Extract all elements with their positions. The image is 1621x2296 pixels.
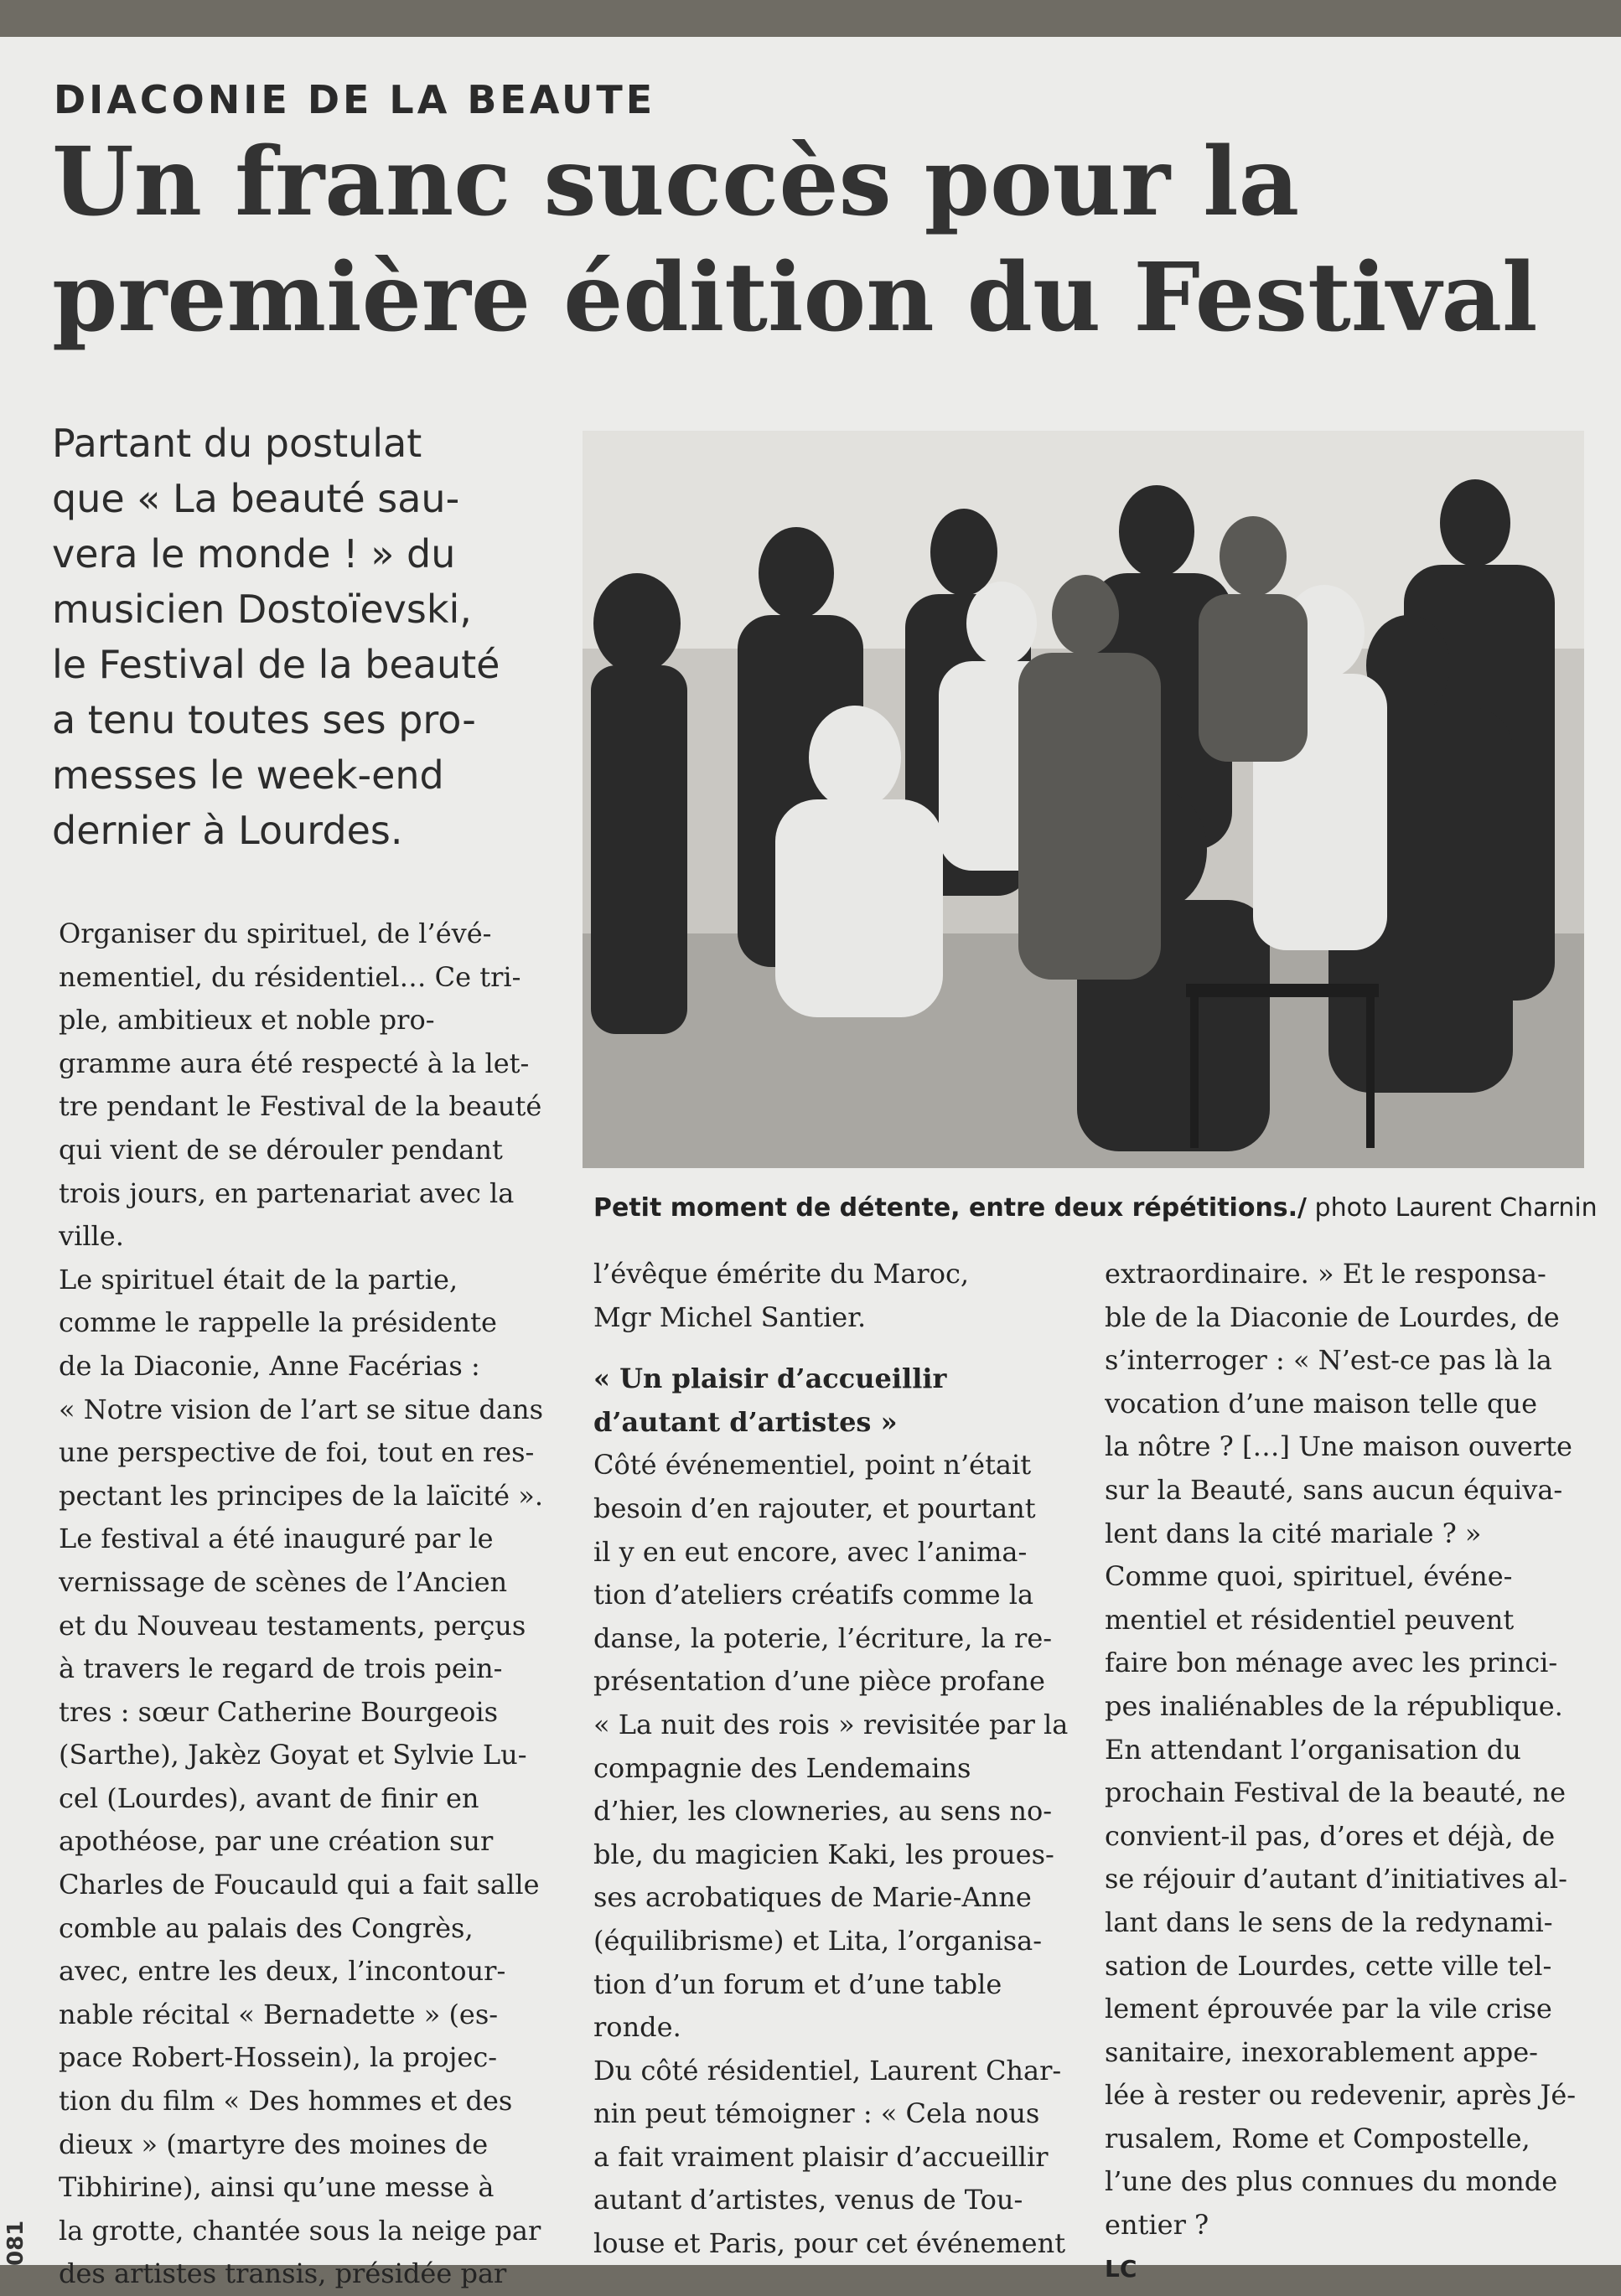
text-line: En attendant l’organisation du xyxy=(1105,1733,1521,1766)
newspaper-page xyxy=(0,37,1621,2290)
text-line: présentation d’une pièce profane xyxy=(593,1665,1045,1698)
headline xyxy=(52,125,1577,356)
text-line: « Notre vision de l’art se situe dans xyxy=(59,1393,544,1425)
text-line: Le festival a été inauguré par le xyxy=(59,1523,494,1555)
text-line: Du côté résidentiel, Laurent Char- xyxy=(593,2054,1062,2087)
text-line: s’interroger : « N’est-ce pas là la xyxy=(1105,1344,1552,1377)
text-line: il y en eut encore, avec l’anima- xyxy=(593,1535,1028,1568)
text-line: Le spirituel était de la partie, xyxy=(59,1263,458,1295)
text-line: nementiel, du résidentiel… Ce tri- xyxy=(59,960,521,993)
text-line: louse et Paris, pour cet événement xyxy=(593,2227,1066,2260)
text-line: Un franc succès pour la xyxy=(52,127,1300,237)
caption-text: Petit moment de détente, entre deux répétitions./ xyxy=(593,1193,1308,1223)
text-line: Tibhirine), ainsi qu’une messe à xyxy=(59,2171,495,2204)
text-line: cel (Lourdes), avant de finir en xyxy=(59,1781,479,1814)
text-line: pectant les principes de la laïcité ». xyxy=(59,1479,543,1512)
text-line: lent dans la cité mariale ? » xyxy=(1105,1517,1482,1549)
text-line: que « La beauté sau- xyxy=(52,476,460,521)
text-line: vera le monde ! » du xyxy=(52,531,456,577)
text-line: Mgr Michel Santier. xyxy=(593,1301,867,1333)
text-line: à travers le regard de trois pein- xyxy=(59,1652,503,1685)
text-line: besoin d’en rajouter, et pourtant xyxy=(593,1492,1036,1524)
lead-paragraph xyxy=(52,416,555,858)
text-line: la grotte, chantée sous la neige par xyxy=(59,2214,541,2247)
group-photo-illustration xyxy=(583,431,1584,1168)
text-line: une perspective de foi, tout en res- xyxy=(59,1436,535,1469)
text-line: le Festival de la beauté xyxy=(52,642,500,687)
text-line: dernier à Lourdes. xyxy=(52,808,403,853)
text-line: comble au palais des Congrès, xyxy=(59,1911,474,1944)
press-photo xyxy=(583,431,1584,1168)
text-line: des artistes transis, présidée par xyxy=(59,2257,507,2290)
column-3-body xyxy=(1105,1253,1591,2247)
text-line: et du Nouveau testaments, perçus xyxy=(59,1609,526,1642)
text-line: « Un plaisir d’accueillir xyxy=(593,1363,947,1395)
photo-caption xyxy=(593,1193,1598,1223)
text-line: ble de la Diaconie de Lourdes, de xyxy=(1105,1301,1560,1333)
text-line: lement éprouvée par la vile crise xyxy=(1105,1993,1552,2025)
article-column-1 xyxy=(59,913,562,2296)
text-line: tion d’un forum et d’une table xyxy=(593,1968,1002,2000)
text-line: a fait vraiment plaisir d’accueillir xyxy=(593,2140,1049,2173)
text-line: entier ? xyxy=(1105,2209,1209,2242)
text-line: d’hier, les clowneries, au sens no- xyxy=(593,1795,1053,1828)
text-line: ses acrobatiques de Marie-Anne xyxy=(593,1881,1032,1914)
text-line: ronde. xyxy=(593,2011,681,2044)
text-line: sanitaire, inexorablement appe- xyxy=(1105,2035,1538,2068)
text-line: a tenu toutes ses pro- xyxy=(52,697,476,742)
text-line: lant dans le sens de la redynami- xyxy=(1105,1906,1553,1938)
text-line: tion d’ateliers créatifs comme la xyxy=(593,1579,1034,1611)
section-rubric: DIACONIE DE LA BEAUTE xyxy=(54,77,656,122)
text-line: pace Robert-Hossein), la projec- xyxy=(59,2041,498,2074)
text-line: (équilibrisme) et Lita, l’organisa- xyxy=(593,1924,1043,1957)
text-line: musicien Dostoïevski, xyxy=(52,587,472,632)
text-line: comme le rappelle la présidente xyxy=(59,1306,497,1339)
text-line: se réjouir d’autant d’initiatives al- xyxy=(1105,1863,1567,1895)
text-line: mentiel et résidentiel peuvent xyxy=(1105,1603,1515,1636)
text-line: tion du film « Des hommes et des xyxy=(59,2085,513,2118)
text-line: ville. xyxy=(59,1220,124,1253)
text-line: nin peut témoigner : « Cela nous xyxy=(593,2097,1040,2130)
text-line: apothéose, par une création sur xyxy=(59,1825,494,1858)
author-signature: LC xyxy=(1105,2254,1137,2283)
column-2-intro xyxy=(593,1253,1080,1339)
article-column-2 xyxy=(593,1253,1080,2266)
text-line: l’évêque émérite du Maroc, xyxy=(593,1258,970,1290)
text-line: sur la Beauté, sans aucun équiva- xyxy=(1105,1473,1563,1506)
text-line: (Sarthe), Jakèz Goyat et Sylvie Lu- xyxy=(59,1739,527,1771)
text-line: Charles de Foucauld qui a fait salle xyxy=(59,1869,540,1901)
text-line: prochain Festival de la beauté, ne xyxy=(1105,1776,1567,1809)
column-2-body xyxy=(593,1444,1080,2265)
text-line: trois jours, en partenariat avec la xyxy=(59,1176,515,1209)
text-line: d’autant d’artistes » xyxy=(593,1405,898,1438)
text-line: sation de Lourdes, cette ville tel- xyxy=(1105,1949,1552,1982)
text-line: ple, ambitieux et noble pro- xyxy=(59,1004,435,1037)
text-line: ble, du magicien Kaki, les proues- xyxy=(593,1838,1054,1870)
text-line: lée à rester ou redevenir, après Jé- xyxy=(1105,2079,1577,2112)
text-line: première édition du Festival xyxy=(52,243,1538,353)
text-line: la nôtre ? […] Une maison ouverte xyxy=(1105,1430,1572,1463)
text-line: tre pendant le Festival de la beauté xyxy=(59,1090,542,1123)
article-column-3 xyxy=(1105,1253,1591,2290)
text-line: extraordinaire. » Et le responsa- xyxy=(1105,1258,1546,1290)
text-line: rusalem, Rome et Compostelle, xyxy=(1105,2122,1530,2154)
text-line: qui vient de se dérouler pendant xyxy=(59,1133,503,1166)
text-line: convient-il pas, d’ores et déjà, de xyxy=(1105,1819,1556,1852)
text-line: « La nuit des rois » revisitée par la xyxy=(593,1708,1069,1740)
subheading xyxy=(593,1357,1080,1444)
text-line: autant d’artistes, venus de Tou- xyxy=(593,2184,1023,2216)
text-line: avec, entre les deux, l’incontour- xyxy=(59,1955,506,1988)
text-line: Organiser du spirituel, de l’évé- xyxy=(59,918,492,949)
text-line: Côté événementiel, point n’était xyxy=(593,1449,1032,1482)
text-line: Partant du postulat xyxy=(52,421,422,466)
text-line: Comme quoi, spirituel, événe- xyxy=(1105,1560,1513,1593)
text-line: nable récital « Bernadette » (es- xyxy=(59,1998,499,2030)
text-line: dieux » (martyre des moines de xyxy=(59,2128,489,2160)
text-line: vernissage de scènes de l’Ancien xyxy=(59,1565,508,1598)
page-number: 081 xyxy=(3,2220,28,2266)
text-line: pes inaliénables de la république. xyxy=(1105,1689,1563,1722)
text-line: vocation d’une maison telle que xyxy=(1105,1387,1537,1419)
text-line: gramme aura été respecté à la let- xyxy=(59,1047,530,1079)
photo-credit: photo Laurent Charnin xyxy=(1307,1193,1598,1223)
text-line: compagnie des Lendemains xyxy=(593,1751,971,1784)
text-line: de la Diaconie, Anne Facérias : xyxy=(59,1349,480,1382)
text-line: messes le week-end xyxy=(52,752,444,798)
text-line: tres : sœur Catherine Bourgeois xyxy=(59,1695,499,1728)
text-line: danse, la poterie, l’écriture, la re- xyxy=(593,1621,1053,1654)
text-line: l’une des plus connues du monde xyxy=(1105,2165,1558,2198)
text-line: faire bon ménage avec les princi- xyxy=(1105,1647,1558,1679)
